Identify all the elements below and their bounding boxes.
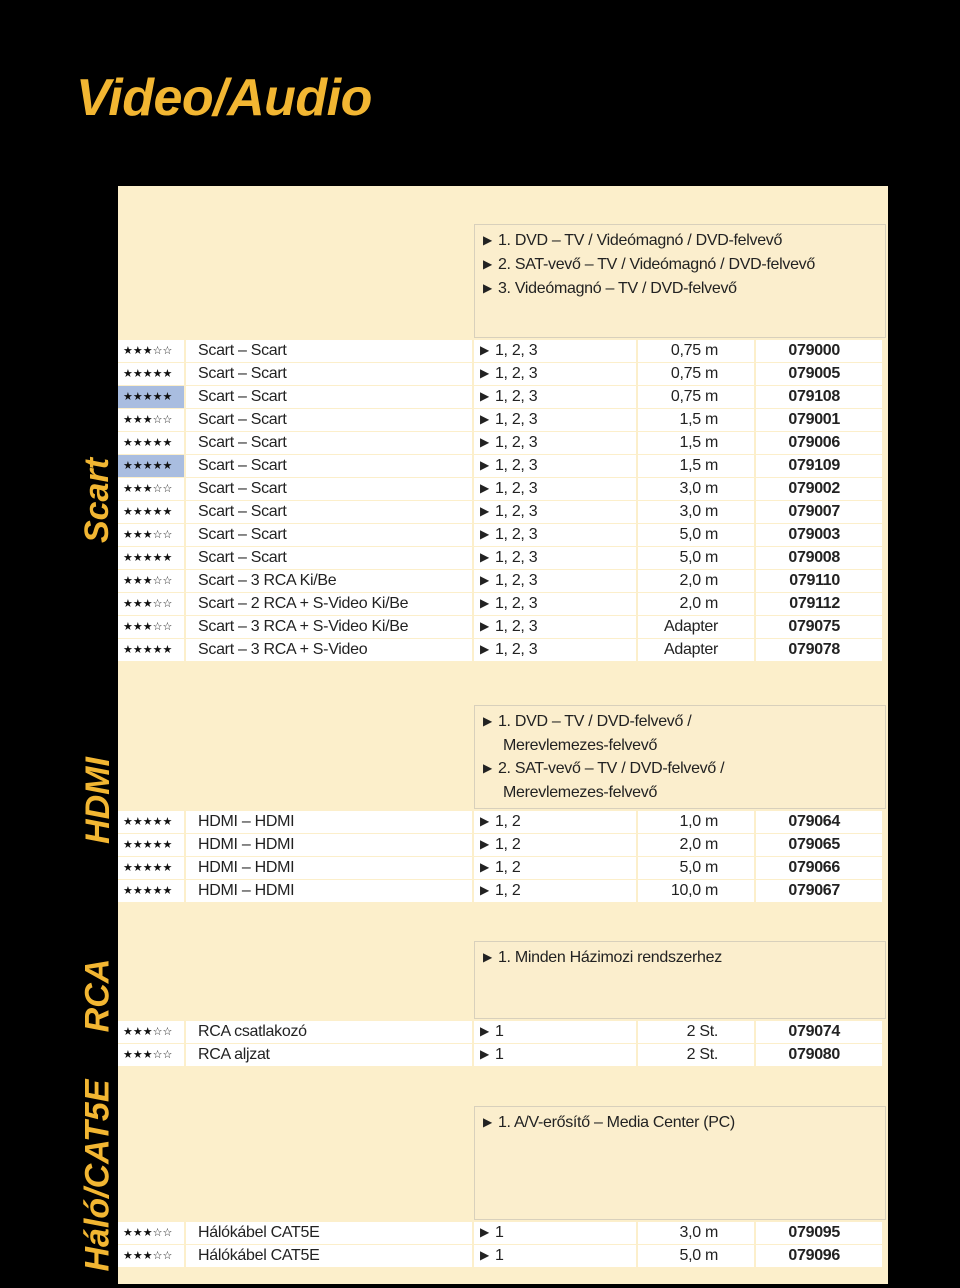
cable-length: 3,0 m [638,478,754,500]
article-number: 079096 [756,1245,882,1267]
application-item: ▶ 2. SAT-vevő – TV / DVD-felvevő / [483,760,725,777]
article-number: 079074 [756,1021,882,1043]
table-row [118,1245,888,1267]
cable-length: 2,0 m [638,570,754,592]
table-row [118,340,888,362]
product-description: Scart – Scart [186,409,472,431]
rating-stars: ★★★☆☆ [118,340,184,362]
table-row [118,432,888,454]
rating-stars: ★★★☆☆ [118,1044,184,1066]
rating-stars: ★★★☆☆ [118,1021,184,1043]
table-row [118,570,888,592]
rating-stars: ★★★☆☆ [118,593,184,615]
cable-length: 5,0 m [638,524,754,546]
article-number: 079075 [756,616,882,638]
triangle-right-icon: ▶ [480,435,489,449]
triangle-right-icon: ▶ [480,481,489,495]
applications-box [474,224,886,338]
article-number: 079065 [756,834,882,856]
product-description: Scart – Scart [186,340,472,362]
cable-length: 2 St. [638,1044,754,1066]
cable-length: Adapter [638,639,754,661]
triangle-right-icon: ▶ [480,642,489,656]
article-number: 079000 [756,340,882,362]
article-number: 079067 [756,880,882,902]
article-number: 079112 [756,593,882,615]
rating-stars: ★★★☆☆ [118,478,184,500]
product-description: Hálókábel CAT5E [186,1245,472,1267]
article-number: 079109 [756,455,882,477]
triangle-right-icon: ▶ [483,1115,492,1129]
cable-length: 1,5 m [638,432,754,454]
article-number: 079001 [756,409,882,431]
cable-length: Adapter [638,616,754,638]
triangle-right-icon: ▶ [483,714,492,728]
product-description: Scart – Scart [186,455,472,477]
table-row [118,386,888,408]
triangle-right-icon: ▶ [483,281,492,295]
rating-stars: ★★★☆☆ [118,1222,184,1244]
triangle-right-icon: ▶ [480,412,489,426]
application-item: ▶ 1. DVD – TV / Videómagnó / DVD-felvevő [483,232,783,249]
application-ref: ▶ 1 [474,1222,636,1244]
rating-stars: ★★★★★ [118,363,184,385]
cable-length: 3,0 m [638,1222,754,1244]
application-ref: ▶ 1, 2 [474,834,636,856]
triangle-right-icon: ▶ [480,504,489,518]
rating-stars: ★★★★★ [118,432,184,454]
product-description: Scart – 2 RCA + S-Video Ki/Be [186,593,472,615]
product-description: Scart – Scart [186,432,472,454]
triangle-right-icon: ▶ [480,1024,489,1038]
product-description: Scart – Scart [186,524,472,546]
application-ref: ▶ 1, 2, 3 [474,524,636,546]
rating-stars: ★★★★★ [118,455,184,477]
table-row [118,1044,888,1066]
application-ref: ▶ 1, 2 [474,880,636,902]
application-ref: ▶ 1, 2, 3 [474,478,636,500]
cable-length: 1,5 m [638,455,754,477]
triangle-right-icon: ▶ [480,860,489,874]
product-description: HDMI – HDMI [186,857,472,879]
rating-stars: ★★★☆☆ [118,570,184,592]
triangle-right-icon: ▶ [480,527,489,541]
application-item: ▶ 1. DVD – TV / DVD-felvevő / [483,713,692,730]
cable-length: 2,0 m [638,593,754,615]
rating-stars: ★★★☆☆ [118,524,184,546]
cable-length: 0,75 m [638,386,754,408]
application-ref: ▶ 1, 2 [474,857,636,879]
cable-length: 5,0 m [638,1245,754,1267]
application-ref: ▶ 1, 2, 3 [474,639,636,661]
triangle-right-icon: ▶ [480,1225,489,1239]
triangle-right-icon: ▶ [480,883,489,897]
application-ref: ▶ 1, 2, 3 [474,593,636,615]
triangle-right-icon: ▶ [483,950,492,964]
rating-stars: ★★★☆☆ [118,616,184,638]
table-row [118,524,888,546]
application-item: ▶ 3. Videómagnó – TV / DVD-felvevő [483,280,737,297]
table-row [118,478,888,500]
cable-length: 1,0 m [638,811,754,833]
application-ref: ▶ 1, 2, 3 [474,547,636,569]
table-row [118,880,888,902]
product-description: Scart – Scart [186,547,472,569]
applications-box [474,941,886,1019]
product-description: HDMI – HDMI [186,811,472,833]
cable-length: 5,0 m [638,547,754,569]
rating-stars: ★★★☆☆ [118,1245,184,1267]
product-description: Scart – 3 RCA Ki/Be [186,570,472,592]
product-description: RCA aljzat [186,1044,472,1066]
table-row [118,363,888,385]
rating-stars: ★★★☆☆ [118,409,184,431]
triangle-right-icon: ▶ [480,573,489,587]
product-description: Scart – Scart [186,478,472,500]
triangle-right-icon: ▶ [480,343,489,357]
application-ref: ▶ 1, 2, 3 [474,340,636,362]
triangle-right-icon: ▶ [483,761,492,775]
triangle-right-icon: ▶ [480,550,489,564]
application-ref: ▶ 1, 2, 3 [474,432,636,454]
rating-stars: ★★★★★ [118,880,184,902]
applications-box [474,1106,886,1220]
cable-length: 1,5 m [638,409,754,431]
table-row [118,834,888,856]
triangle-right-icon: ▶ [480,389,489,403]
triangle-right-icon: ▶ [480,814,489,828]
cable-length: 10,0 m [638,880,754,902]
cable-length: 0,75 m [638,340,754,362]
article-number: 079003 [756,524,882,546]
application-ref: ▶ 1, 2, 3 [474,363,636,385]
article-number: 079095 [756,1222,882,1244]
table-row [118,616,888,638]
application-ref: ▶ 1, 2, 3 [474,570,636,592]
table-row [118,1222,888,1244]
product-description: Scart – Scart [186,501,472,523]
rating-stars: ★★★★★ [118,386,184,408]
article-number: 079006 [756,432,882,454]
article-number: 079108 [756,386,882,408]
table-row [118,1021,888,1043]
rating-stars: ★★★★★ [118,811,184,833]
product-description: Hálókábel CAT5E [186,1222,472,1244]
article-number: 079066 [756,857,882,879]
article-number: 079007 [756,501,882,523]
table-row [118,455,888,477]
cable-length: 5,0 m [638,857,754,879]
article-number: 079005 [756,363,882,385]
section-label-network: Háló/CAT5E [78,1078,117,1272]
application-item: ▶ 2. SAT-vevő – TV / Videómagnó / DVD-felvevő [483,256,815,273]
section-label-scart: Scart [78,457,117,543]
cable-length: 3,0 m [638,501,754,523]
application-item: Merevlemezes-felvevő [503,737,658,754]
product-description: Scart – 3 RCA + S-Video [186,639,472,661]
triangle-right-icon: ▶ [480,1248,489,1262]
article-number: 079002 [756,478,882,500]
triangle-right-icon: ▶ [480,596,489,610]
triangle-right-icon: ▶ [480,837,489,851]
table-row [118,857,888,879]
product-description: Scart – Scart [186,386,472,408]
application-ref: ▶ 1, 2, 3 [474,386,636,408]
triangle-right-icon: ▶ [480,619,489,633]
table-row [118,593,888,615]
section-label-rca: RCA [78,958,117,1032]
triangle-right-icon: ▶ [483,233,492,247]
product-description: HDMI – HDMI [186,880,472,902]
application-ref: ▶ 1, 2, 3 [474,409,636,431]
article-number: 079078 [756,639,882,661]
application-ref: ▶ 1 [474,1245,636,1267]
section-label-hdmi: HDMI [78,756,117,844]
triangle-right-icon: ▶ [480,458,489,472]
table-row [118,639,888,661]
rating-stars: ★★★★★ [118,834,184,856]
application-ref: ▶ 1, 2, 3 [474,501,636,523]
applications-box [474,705,886,809]
product-description: RCA csatlakozó [186,1021,472,1043]
table-row [118,501,888,523]
triangle-right-icon: ▶ [483,257,492,271]
triangle-right-icon: ▶ [480,1047,489,1061]
table-row [118,547,888,569]
application-item: ▶ 1. Minden Házimozi rendszerhez [483,949,722,966]
rating-stars: ★★★★★ [118,857,184,879]
article-number: 079064 [756,811,882,833]
table-row [118,811,888,833]
product-description: HDMI – HDMI [186,834,472,856]
page-title: Video/Audio [76,69,372,127]
rating-stars: ★★★★★ [118,639,184,661]
product-table-panel [118,186,888,1284]
rating-stars: ★★★★★ [118,547,184,569]
application-ref: ▶ 1, 2 [474,811,636,833]
cable-length: 0,75 m [638,363,754,385]
article-number: 079110 [756,570,882,592]
table-row [118,409,888,431]
application-ref: ▶ 1 [474,1021,636,1043]
application-item: ▶ 1. A/V-erősítő – Media Center (PC) [483,1114,735,1131]
product-description: Scart – Scart [186,363,472,385]
article-number: 079080 [756,1044,882,1066]
rating-stars: ★★★★★ [118,501,184,523]
application-ref: ▶ 1, 2, 3 [474,455,636,477]
application-item: Merevlemezes-felvevő [503,784,658,801]
cable-length: 2,0 m [638,834,754,856]
application-ref: ▶ 1, 2, 3 [474,616,636,638]
product-description: Scart – 3 RCA + S-Video Ki/Be [186,616,472,638]
cable-length: 2 St. [638,1021,754,1043]
article-number: 079008 [756,547,882,569]
triangle-right-icon: ▶ [480,366,489,380]
application-ref: ▶ 1 [474,1044,636,1066]
